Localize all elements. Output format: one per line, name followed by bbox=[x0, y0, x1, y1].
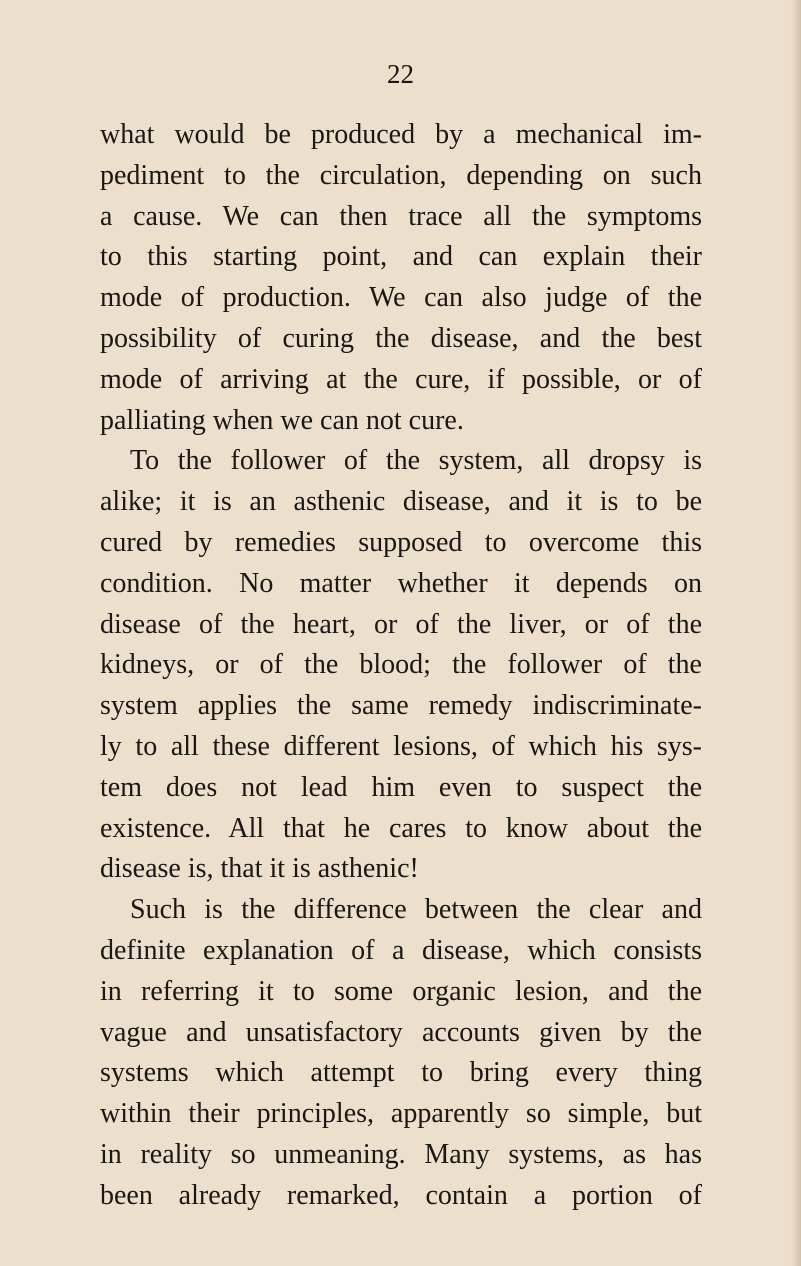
text-line: disease is, that it is asthenic! bbox=[100, 853, 419, 885]
text-line: pediment to the circulation, depending on such bbox=[100, 159, 702, 191]
text-line: what would be produced by a mechanical im- bbox=[100, 119, 702, 150]
text-line: system applies the same remedy indiscriminate- bbox=[100, 690, 702, 722]
paragraph-start-line: Such is the difference between the clear and bbox=[130, 894, 702, 926]
text-line: in referring it to some organic lesion, and the bbox=[100, 975, 702, 1007]
text-line: cured by remedies supposed to overcome this bbox=[100, 526, 702, 558]
text-line: mode of arriving at the cure, if possible, or of bbox=[100, 363, 702, 395]
text-line: tem does not lead him even to suspect the bbox=[100, 771, 702, 803]
text-line: been already remarked, contain a portion of bbox=[100, 1179, 702, 1211]
body-text bbox=[100, 115, 702, 1217]
text-line: to this starting point, and can explain their bbox=[100, 241, 702, 273]
text-line: alike; it is an asthenic disease, and it is to be bbox=[100, 486, 702, 518]
text-line: in reality so unmeaning. Many systems, as has bbox=[100, 1138, 702, 1170]
text-line: a cause. We can then trace all the symptoms bbox=[100, 200, 702, 232]
text-line: disease of the heart, or of the liver, or of the bbox=[100, 608, 702, 640]
page-edge-shadow bbox=[791, 0, 801, 1266]
text-line: kidneys, or of the blood; the follower of the bbox=[100, 649, 702, 681]
text-line: existence. All that he cares to know about the bbox=[100, 812, 702, 844]
paragraph-start-line: To the follower of the system, all dropsy is bbox=[130, 445, 702, 477]
page-number: 22 bbox=[387, 59, 414, 89]
text-line: systems which attempt to bring every thing bbox=[100, 1057, 702, 1089]
text-line: palliating when we can not cure. bbox=[100, 404, 464, 436]
text-line: ly to all these different lesions, of which his sys- bbox=[100, 730, 702, 762]
text-line: mode of production. We can also judge of the bbox=[100, 282, 702, 314]
text-line: condition. No matter whether it depends on bbox=[100, 567, 702, 599]
text-line: vague and unsatisfactory accounts given by the bbox=[100, 1016, 702, 1048]
text-line: within their principles, apparently so simple, but bbox=[100, 1098, 702, 1130]
text-line: definite explanation of a disease, which consists bbox=[100, 934, 702, 966]
text-line: possibility of curing the disease, and the best bbox=[100, 322, 702, 354]
